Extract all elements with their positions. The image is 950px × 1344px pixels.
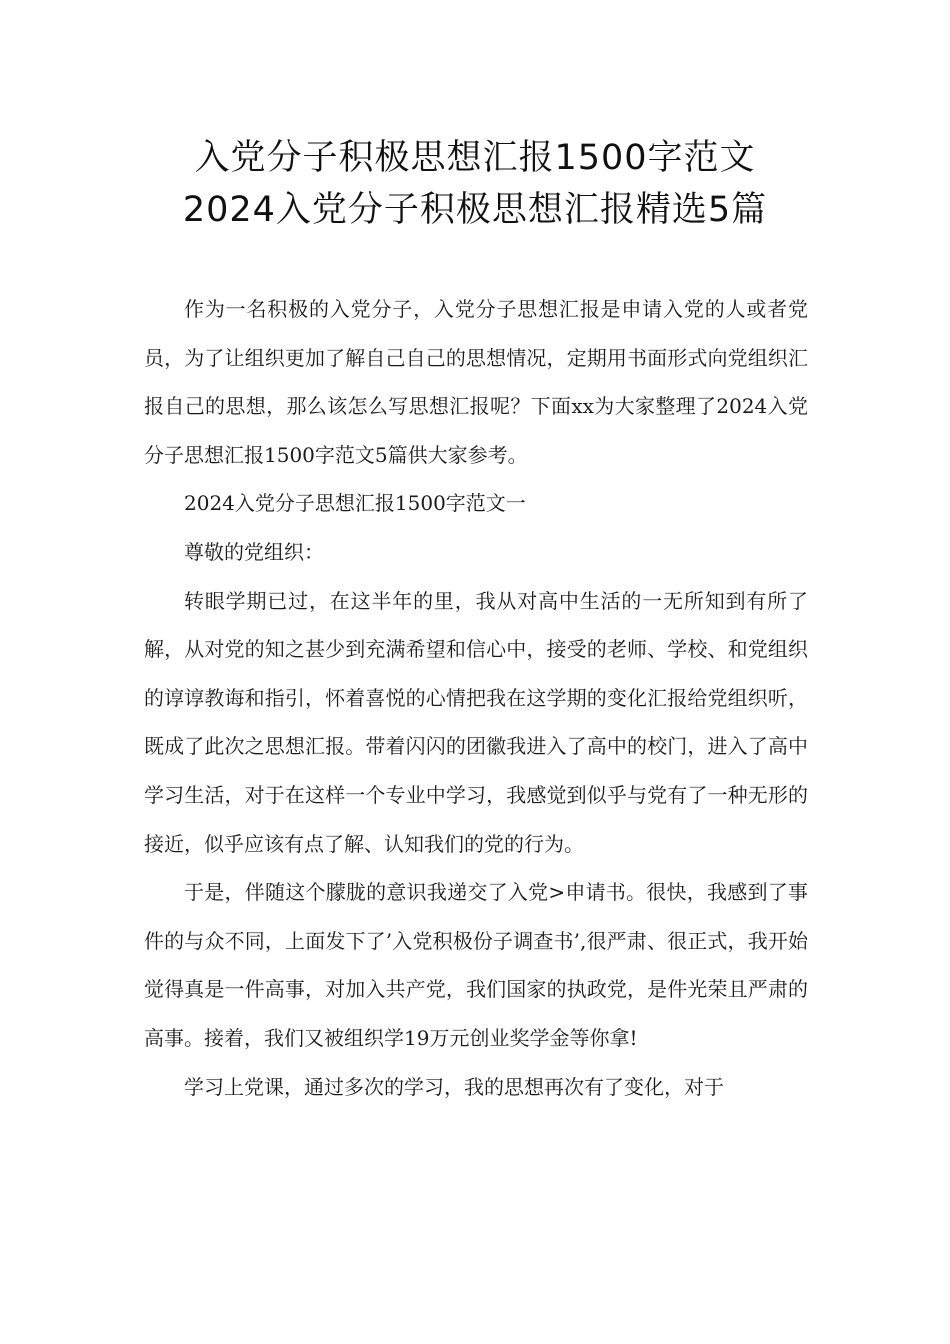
document-title-line-2: 2024入党分子积极思想汇报精选5篇	[182, 190, 768, 230]
body-paragraph: 于是，伴随这个朦胧的意识我递交了入党>申请书。很快，我感到了事件的与众不同，上面发下了’入党积极份子调查书’,很严肃、很正式，我开始觉得真是一件高事，对加入共产党，我们国家的执政党，是件光荣且严肃的高事。接着，我们又被组织学19万元创业奖学金等你拿!	[144, 880, 808, 1050]
section-heading: 2024入党分子思想汇报1500字范文一	[184, 491, 526, 516]
intro-paragraph: 作为一名积极的入党分子，入党分子思想汇报是申请入党的人或者党员，为了让组织更加了解自己自己的思想情况，定期用书面形式向党组织汇报自己的思想，那么该怎么写思想汇报呢？下面xx为大家整理了2024入党分子思想汇报1500字范文5篇供大家参考。	[144, 297, 808, 467]
body-paragraph: 学习上党课，通过多次的学习，我的思想再次有了变化，对于	[184, 1074, 724, 1099]
document-title-line-1: 入党分子积极思想汇报1500字范文	[194, 138, 756, 178]
document-body	[144, 285, 808, 1111]
salutation: 尊敬的党组织：	[184, 539, 324, 564]
body-paragraph: 转眼学期已过，在这半年的里，我从对高中生活的一无所知到有所了解，从对党的知之甚少到充满希望和信心中，接受的老师、学校、和党组织的谆谆教诲和指引，怀着喜悦的心情把我在这学期的变化汇报给党组织听，既成了此次之思想汇报。带着闪闪的团徽我进入了高中的校门，进入了高中学习生活，对于在这样一个专业中学习，我感觉到似乎与党有了一种无形的接近，似乎应该有点了解、认知我们的党的行为。	[144, 588, 808, 856]
